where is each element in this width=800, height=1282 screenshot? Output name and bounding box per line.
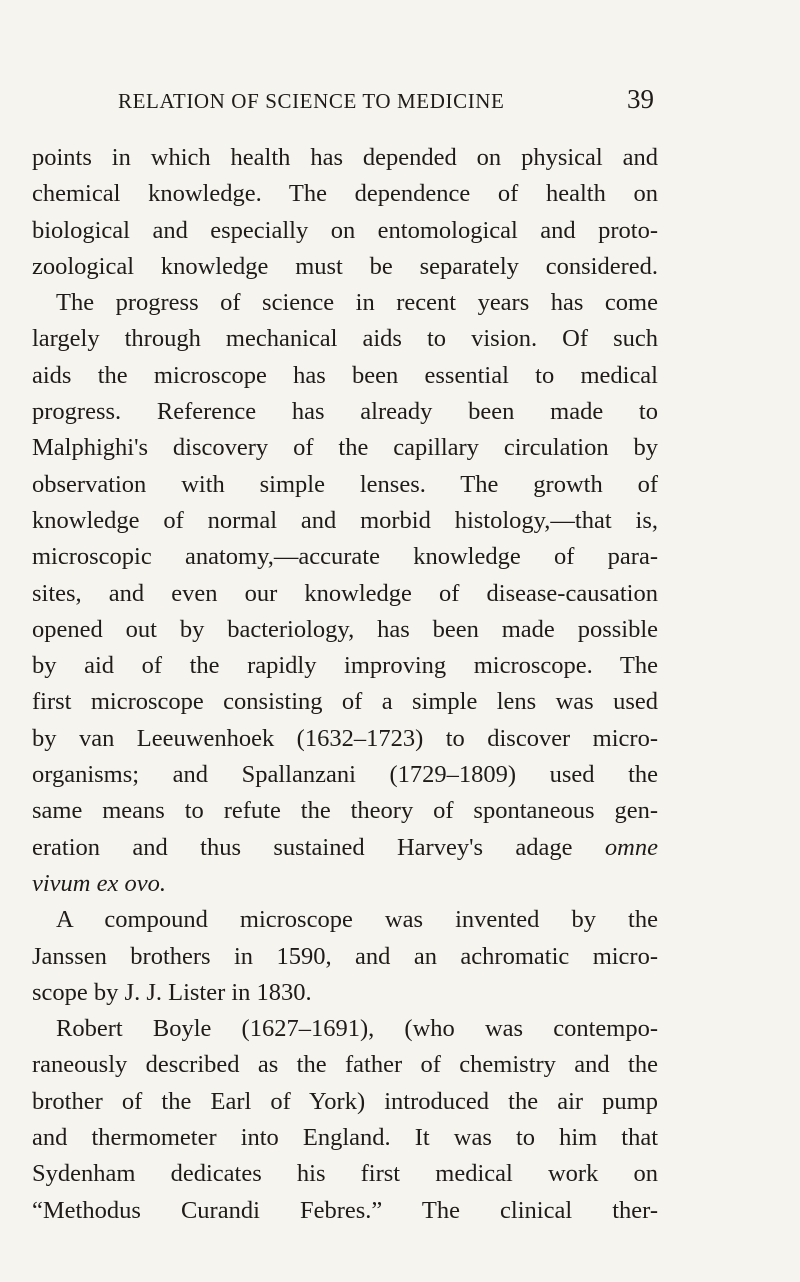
text-line: A compound microscope was invented by the xyxy=(56,906,658,934)
text-line: Sydenham dedicates his first medical work on xyxy=(32,1160,658,1188)
text-line: opened out by bacteriology, has been made possible xyxy=(32,615,658,643)
text-line: first microscope consisting of a simple lens was used xyxy=(32,688,658,716)
text-line: microscopic anatomy,—accurate knowledge of para- xyxy=(32,543,658,571)
page-number: 39 xyxy=(627,84,654,114)
text-line: Malphighi's discovery of the capillary circulation by xyxy=(32,434,658,462)
body-text xyxy=(32,140,658,1229)
text-line: knowledge of normal and morbid histology,—that is, xyxy=(32,506,658,534)
text-line: by aid of the rapidly improving microscope. The xyxy=(32,652,658,680)
text-line: Robert Boyle (1627–1691), (who was contempo- xyxy=(56,1015,658,1043)
text-line: raneously described as the father of chemistry and the xyxy=(32,1051,658,1079)
text-line: aids the microscope has been essential to medical xyxy=(32,361,658,389)
text-line: Janssen brothers in 1590, and an achromatic micro- xyxy=(32,942,658,970)
text-line: chemical knowledge. The dependence of health on xyxy=(32,180,658,208)
text-line: brother of the Earl of York) introduced the air pump xyxy=(32,1087,658,1115)
latin-phrase-start: omne xyxy=(604,833,658,861)
text-line: and thermometer into England. It was to him that xyxy=(32,1124,658,1152)
text-line: same means to refute the theory of spontaneous gen- xyxy=(32,797,658,825)
text-line: sites, and even our knowledge of disease-causation xyxy=(32,579,658,607)
text-line: “Methodus Curandi Febres.” The clinical ther- xyxy=(32,1196,658,1224)
text-line: largely through mechanical aids to vision. Of such xyxy=(32,325,658,353)
text-line: The progress of science in recent years has come xyxy=(56,289,658,317)
running-title: RELATION OF SCIENCE TO MEDICINE xyxy=(118,89,505,113)
text-line: zoological knowledge must be separately considered. xyxy=(32,252,658,280)
text-line: by van Leeuwenhoek (1632–1723) to discover micro- xyxy=(32,724,658,752)
text-line: organisms; and Spallanzani (1729–1809) used the xyxy=(32,761,658,789)
text-line: scope by J. J. Lister in 1830. xyxy=(32,978,312,1006)
running-header xyxy=(118,84,654,116)
text-line-with-latin xyxy=(32,830,658,866)
latin-phrase-end: vivum ex ovo. xyxy=(32,869,166,897)
text-line: points in which health has depended on physical and xyxy=(32,144,658,171)
text-line: progress. Reference has already been made to xyxy=(32,398,658,426)
text-line: observation with simple lenses. The growth of xyxy=(32,470,658,498)
text-line: biological and especially on entomological and proto- xyxy=(32,216,658,244)
text-fragment: eration and thus sustained Harvey's adage xyxy=(32,833,573,861)
